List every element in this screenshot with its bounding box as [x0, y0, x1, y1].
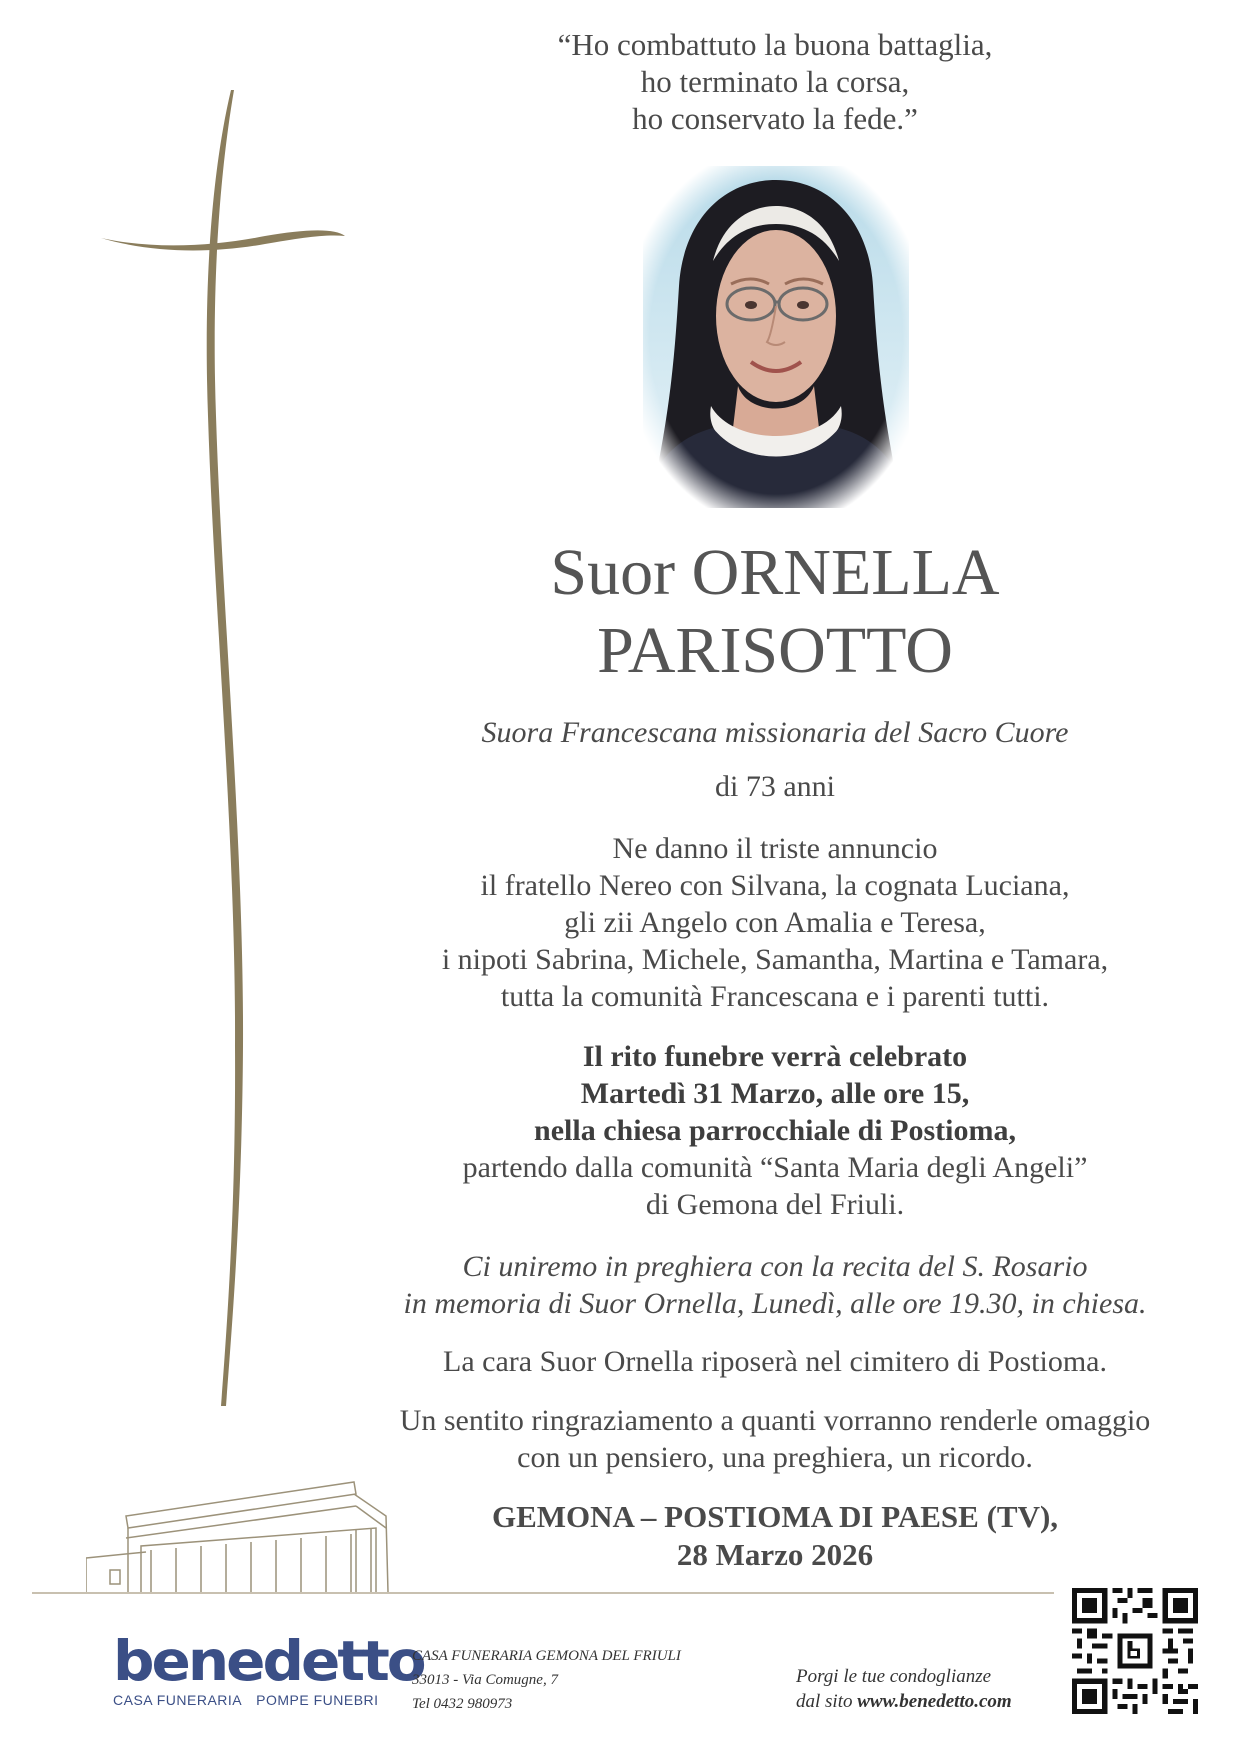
place-text: GEMONA – POSTIOMA DI PAESE (TV), [491, 1499, 1059, 1534]
opening-quote [330, 26, 1220, 137]
quote-line: “Ho combattuto la buona battaglia, [557, 27, 993, 62]
date-text: 28 Marzo 2026 [676, 1537, 874, 1572]
portrait-photo [643, 166, 909, 508]
building-icon [86, 1476, 396, 1594]
qr-code[interactable] [1072, 1588, 1198, 1714]
funeral-line: Il rito funebre verrà celebrato [582, 1040, 968, 1073]
condolences-prefix: dal sito [796, 1691, 858, 1712]
deceased-name [330, 534, 1220, 690]
announcement-line: il fratello Nereo con Silvana, la cognata Luciana, [480, 869, 1070, 902]
condolences-note [796, 1664, 1012, 1714]
condolences-line: Porgi le tue condoglianze [796, 1666, 992, 1687]
thanks-line: Un sentito ringraziamento a quanti vorranno renderle omaggio [399, 1404, 1151, 1437]
logo-wordmark: benedetto [113, 1628, 424, 1694]
funeral-line: nella chiesa parrocchiale di Postioma, [534, 1114, 1016, 1147]
footer-divider [32, 1592, 1054, 1594]
funeral-line: di Gemona del Friuli. [645, 1188, 905, 1221]
name-line-2: PARISOTTO [597, 614, 953, 687]
religious-role: Suora Francescana missionaria del Sacro Cuore [481, 716, 1069, 749]
thanks-line: con un pensiero, una preghiera, un ricordo. [517, 1441, 1033, 1474]
address-line: CASA FUNERARIA GEMONA DEL FRIULI [412, 1648, 681, 1664]
announcement-block [330, 830, 1220, 1015]
announcement-line: gli zii Angelo con Amalia e Teresa, [564, 906, 986, 939]
rosary-line: in memoria di Suor Ornella, Lunedì, alle ore 19.30, in chiesa. [403, 1287, 1147, 1320]
logo-subtitle [113, 1692, 379, 1708]
quote-line: ho terminato la corsa, [640, 64, 910, 99]
name-line-1: Suor ORNELLA [550, 536, 1000, 609]
place-date-block [330, 1498, 1220, 1574]
funeral-line: partendo dalla comunità “Santa Maria degli Angeli” [462, 1151, 1088, 1184]
announcement-line: i nipoti Sabrina, Michele, Samantha, Martina e Tamara, [441, 943, 1109, 976]
burial-text: La cara Suor Ornella riposerà nel cimitero di Postioma. [443, 1345, 1107, 1378]
funeral-block [330, 1038, 1220, 1223]
announcement-line: tutta la comunità Francescana e i parenti tutti. [500, 980, 1050, 1013]
announcement-line: Ne danno il triste annuncio [612, 832, 938, 865]
thanks-block [330, 1402, 1220, 1476]
website-link[interactable]: www.benedetto.com [857, 1691, 1012, 1712]
rosary-line: Ci uniremo in preghiera con la recita del S. Rosario [462, 1250, 1088, 1283]
benedetto-logo [113, 1628, 424, 1708]
rosary-block [330, 1248, 1220, 1322]
funeral-home-address [412, 1644, 681, 1716]
logo-sub-1: CASA FUNERARIA [113, 1692, 243, 1708]
funeral-line: Martedì 31 Marzo, alle ore 15, [580, 1077, 970, 1110]
cross-icon [95, 86, 355, 1416]
age-text: di 73 anni [715, 770, 835, 803]
logo-sub-2: POMPE FUNEBRI [256, 1692, 379, 1708]
address-line: Tel 0432 980973 [412, 1696, 513, 1712]
address-line: 33013 - Via Comugne, 7 [412, 1672, 558, 1688]
quote-line: ho conservato la fede.” [632, 101, 918, 136]
